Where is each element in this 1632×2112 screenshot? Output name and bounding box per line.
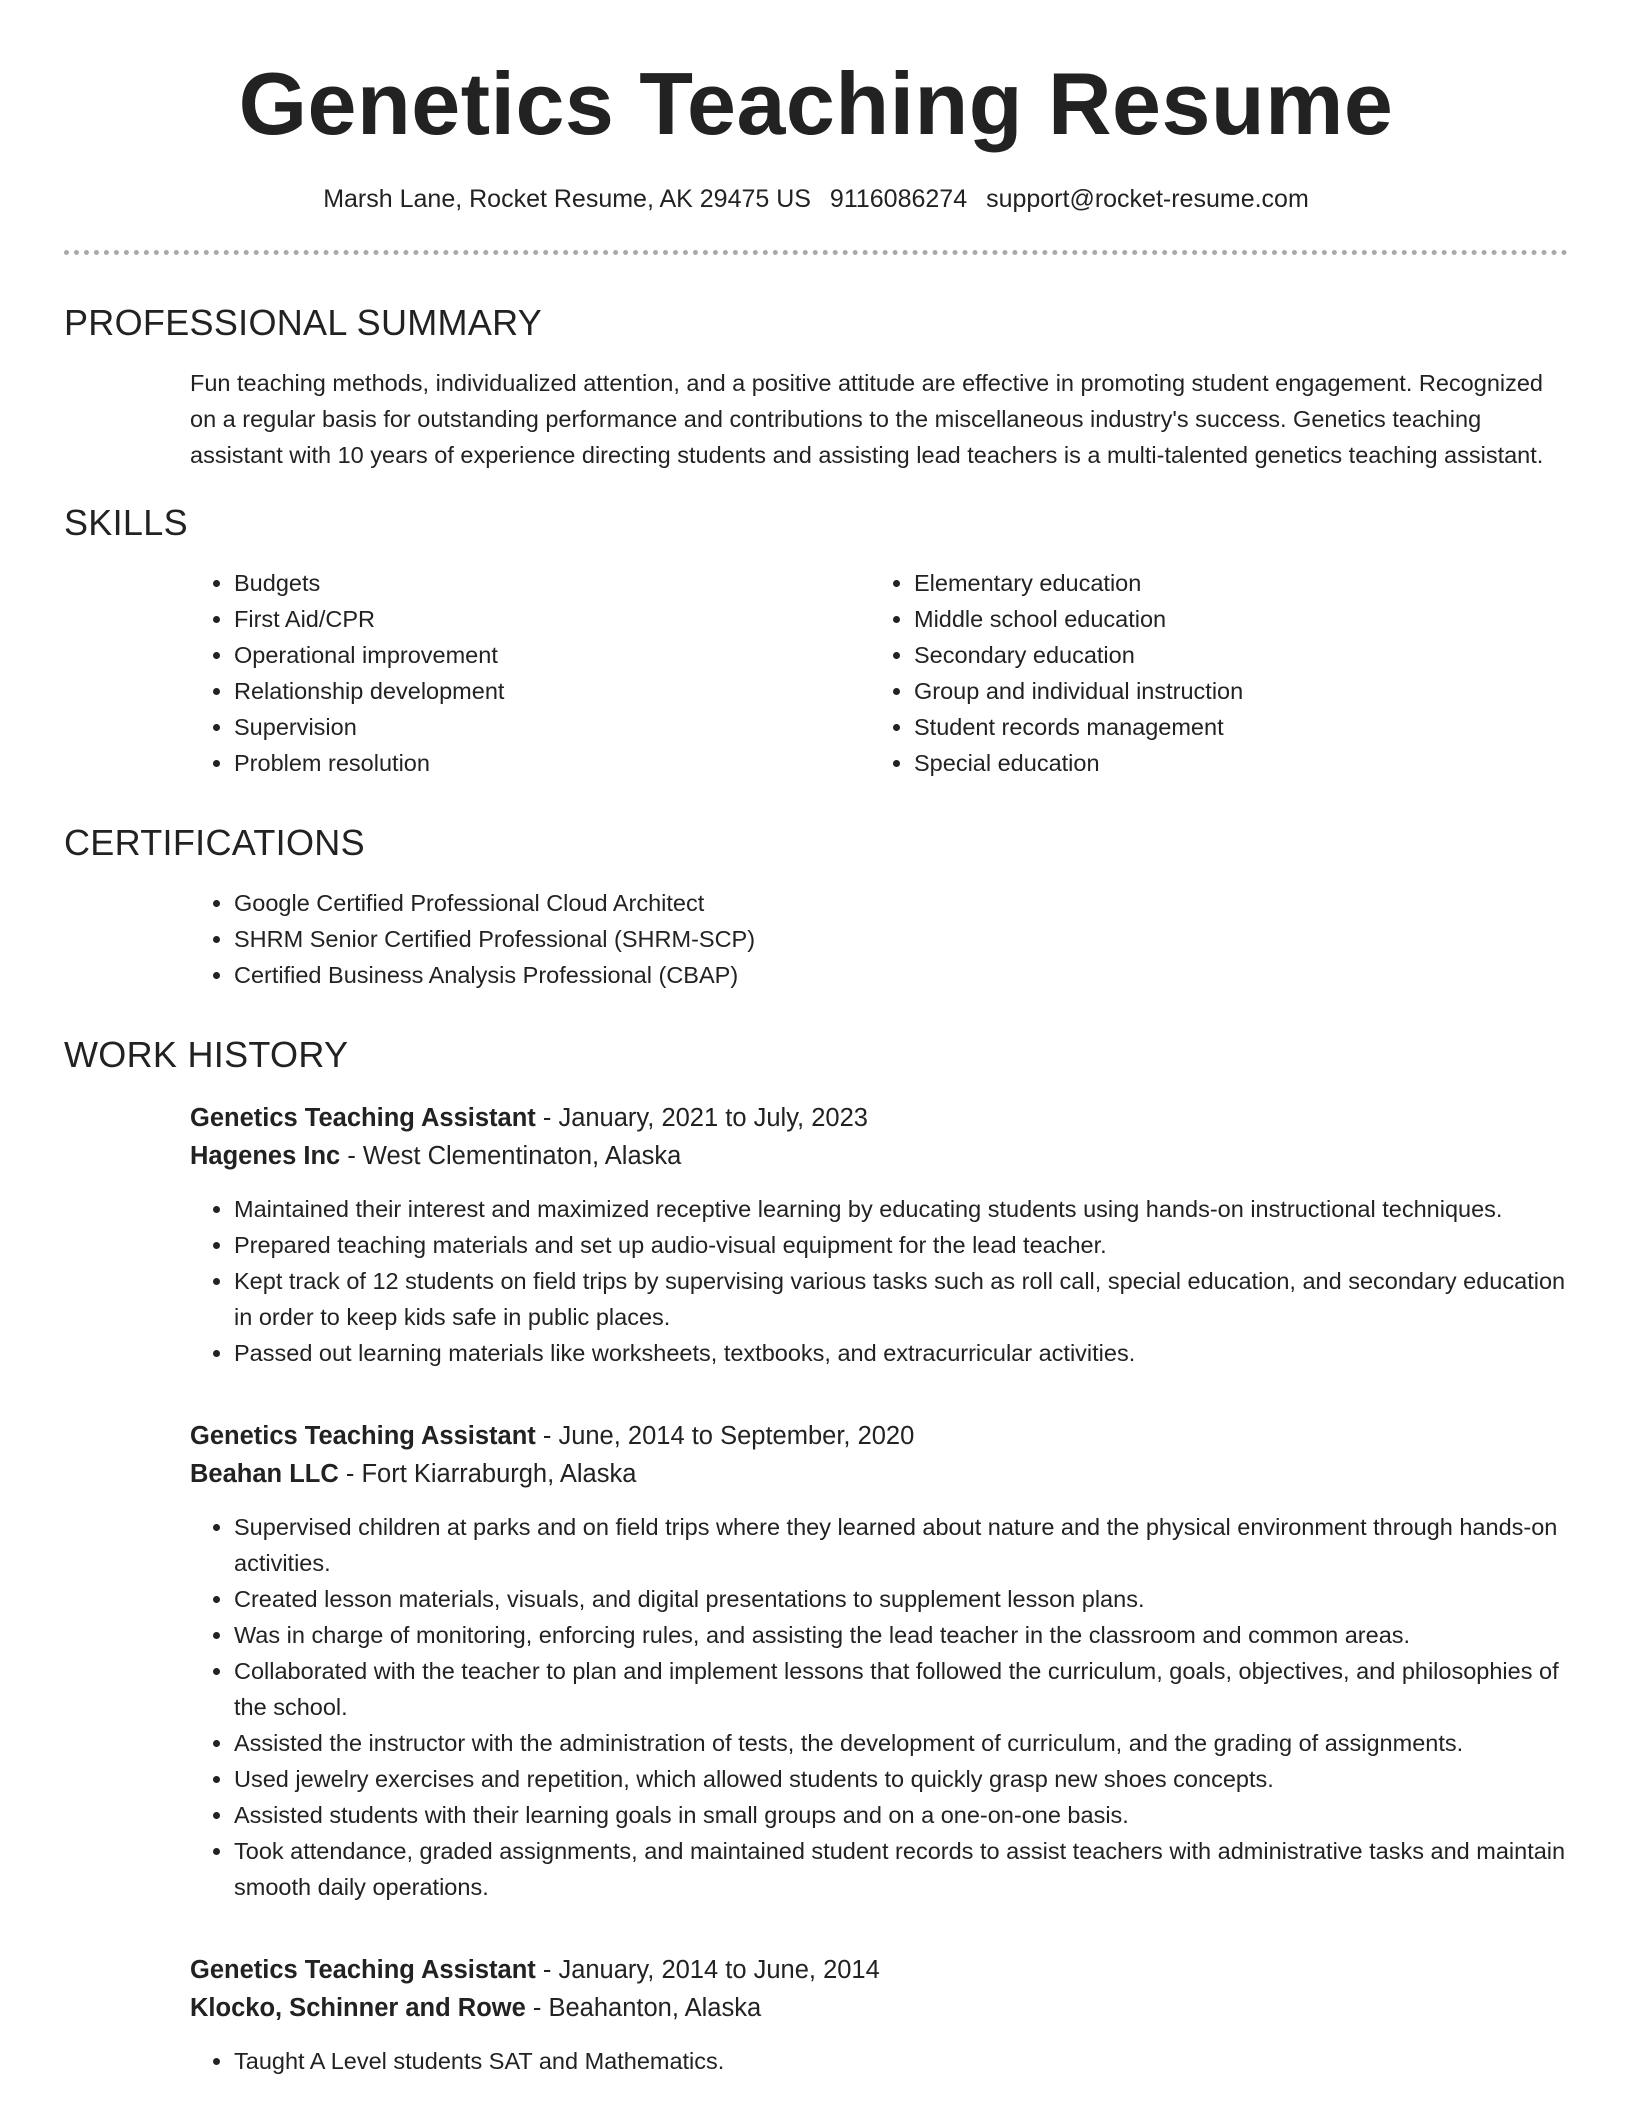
contact-info bbox=[64, 182, 1568, 216]
contact-address: Marsh Lane, Rocket Resume, AK 29475 US bbox=[323, 185, 811, 213]
job-bullet: • Supervised children at parks and on field trips where they learned about nature and the physical environment through hands-on activities. bbox=[234, 1509, 1568, 1581]
certification-item: • Google Certified Professional Cloud Architect bbox=[234, 885, 1568, 921]
job-company: Klocko, Schinner and Rowe bbox=[190, 1994, 526, 2022]
job-title: Genetics Teaching Assistant bbox=[190, 1422, 536, 1450]
skill-item: • Special education bbox=[914, 745, 1550, 781]
job-bullet: • Assisted the instructor with the administration of tests, the development of curriculum, and the grading of assignments. bbox=[234, 1725, 1568, 1761]
skills-column-right bbox=[870, 565, 1550, 781]
skill-item: • Student records management bbox=[914, 709, 1550, 745]
summary-text: Fun teaching methods, individualized attention, and a positive attitude are effective in promoting student engagement. Recognized on a regular basis for outstanding performance and contributions to the miscellaneous industry's success. Genetics teaching assistant with 10 years of experience directing students and assisting lead teachers is a multi-talented genetics teaching assistant. bbox=[190, 370, 1544, 468]
job-company-line bbox=[190, 1455, 1568, 1493]
work-history-heading: WORK HISTORY bbox=[64, 1034, 349, 1075]
skills-heading: SKILLS bbox=[64, 502, 188, 543]
job-title-line bbox=[190, 1951, 1568, 1989]
resume-title: Genetics Teaching Resume bbox=[238, 54, 1394, 153]
job-title: Genetics Teaching Assistant bbox=[190, 1104, 536, 1132]
skill-item: • Problem resolution bbox=[234, 745, 870, 781]
skills-column-left bbox=[190, 565, 870, 781]
job-entry bbox=[190, 1951, 1568, 2079]
job-bullet: • Prepared teaching materials and set up audio-visual equipment for the lead teacher. bbox=[234, 1227, 1568, 1263]
job-dates: - January, 2014 to June, 2014 bbox=[535, 1956, 880, 1984]
job-location: - Fort Kiarraburgh, Alaska bbox=[338, 1460, 637, 1488]
job-dates: - June, 2014 to September, 2020 bbox=[535, 1422, 915, 1450]
job-bullet: • Kept track of 12 students on field trips by supervising various tasks such as roll call, special education, and secondary education in order to keep kids safe in public places. bbox=[234, 1263, 1568, 1335]
job-bullet: • Created lesson materials, visuals, and digital presentations to supplement lesson plans. bbox=[234, 1581, 1568, 1617]
job-location: - Beahanton, Alaska bbox=[525, 1994, 762, 2022]
job-company-line bbox=[190, 1137, 1568, 1175]
skills-section bbox=[64, 501, 1568, 781]
skill-item: • Group and individual instruction bbox=[914, 673, 1550, 709]
certification-item: • Certified Business Analysis Professional (CBAP) bbox=[234, 957, 1568, 993]
skill-item: • Budgets bbox=[234, 565, 870, 601]
skill-item: • Supervision bbox=[234, 709, 870, 745]
job-company: Hagenes Inc bbox=[190, 1142, 341, 1170]
job-company: Beahan LLC bbox=[190, 1460, 339, 1488]
work-history-section bbox=[64, 1033, 1568, 2079]
certification-item: • SHRM Senior Certified Professional (SHRM-SCP) bbox=[234, 921, 1568, 957]
resume-page bbox=[64, 0, 1568, 2079]
job-company-line bbox=[190, 1989, 1568, 2027]
job-dates: - January, 2021 to July, 2023 bbox=[535, 1104, 868, 1132]
job-bullet: • Assisted students with their learning goals in small groups and on a one-on-one basis. bbox=[234, 1797, 1568, 1833]
job-bullet: • Used jewelry exercises and repetition, which allowed students to quickly grasp new shoes concepts. bbox=[234, 1761, 1568, 1797]
job-bullet: • Taught A Level students SAT and Mathematics. bbox=[234, 2043, 1568, 2079]
skill-item: • Relationship development bbox=[234, 673, 870, 709]
job-bullet: • Was in charge of monitoring, enforcing rules, and assisting the lead teacher in the classroom and common areas. bbox=[234, 1617, 1568, 1653]
job-location: - West Clementinaton, Alaska bbox=[340, 1142, 682, 1170]
job-title: Genetics Teaching Assistant bbox=[190, 1956, 536, 1984]
job-entry bbox=[190, 1099, 1568, 1371]
summary-section bbox=[64, 301, 1568, 473]
job-bullet: • Maintained their interest and maximized receptive learning by educating students using hands-on instructional techniques. bbox=[234, 1191, 1568, 1227]
job-bullet: • Took attendance, graded assignments, and maintained student records to assist teachers with administrative tasks and maintain smooth daily operations. bbox=[234, 1833, 1568, 1905]
skill-item: • First Aid/CPR bbox=[234, 601, 870, 637]
skill-item: • Elementary education bbox=[914, 565, 1550, 601]
job-bullet: • Passed out learning materials like worksheets, textbooks, and extracurricular activities. bbox=[234, 1335, 1568, 1371]
job-title-line bbox=[190, 1099, 1568, 1137]
job-entry bbox=[190, 1417, 1568, 1905]
job-bullet: • Collaborated with the teacher to plan and implement lessons that followed the curriculum, goals, objectives, and philosophies of the school. bbox=[234, 1653, 1568, 1725]
contact-phone: 9116086274 bbox=[829, 185, 968, 213]
skill-item: • Secondary education bbox=[914, 637, 1550, 673]
skill-item: • Middle school education bbox=[914, 601, 1550, 637]
certifications-heading: CERTIFICATIONS bbox=[64, 822, 365, 863]
job-title-line bbox=[190, 1417, 1568, 1455]
skill-item: • Operational improvement bbox=[234, 637, 870, 673]
summary-heading: PROFESSIONAL SUMMARY bbox=[64, 302, 543, 343]
contact-email: support@rocket-resume.com bbox=[986, 185, 1309, 213]
header-divider bbox=[64, 250, 1568, 255]
certifications-section bbox=[64, 821, 1568, 993]
